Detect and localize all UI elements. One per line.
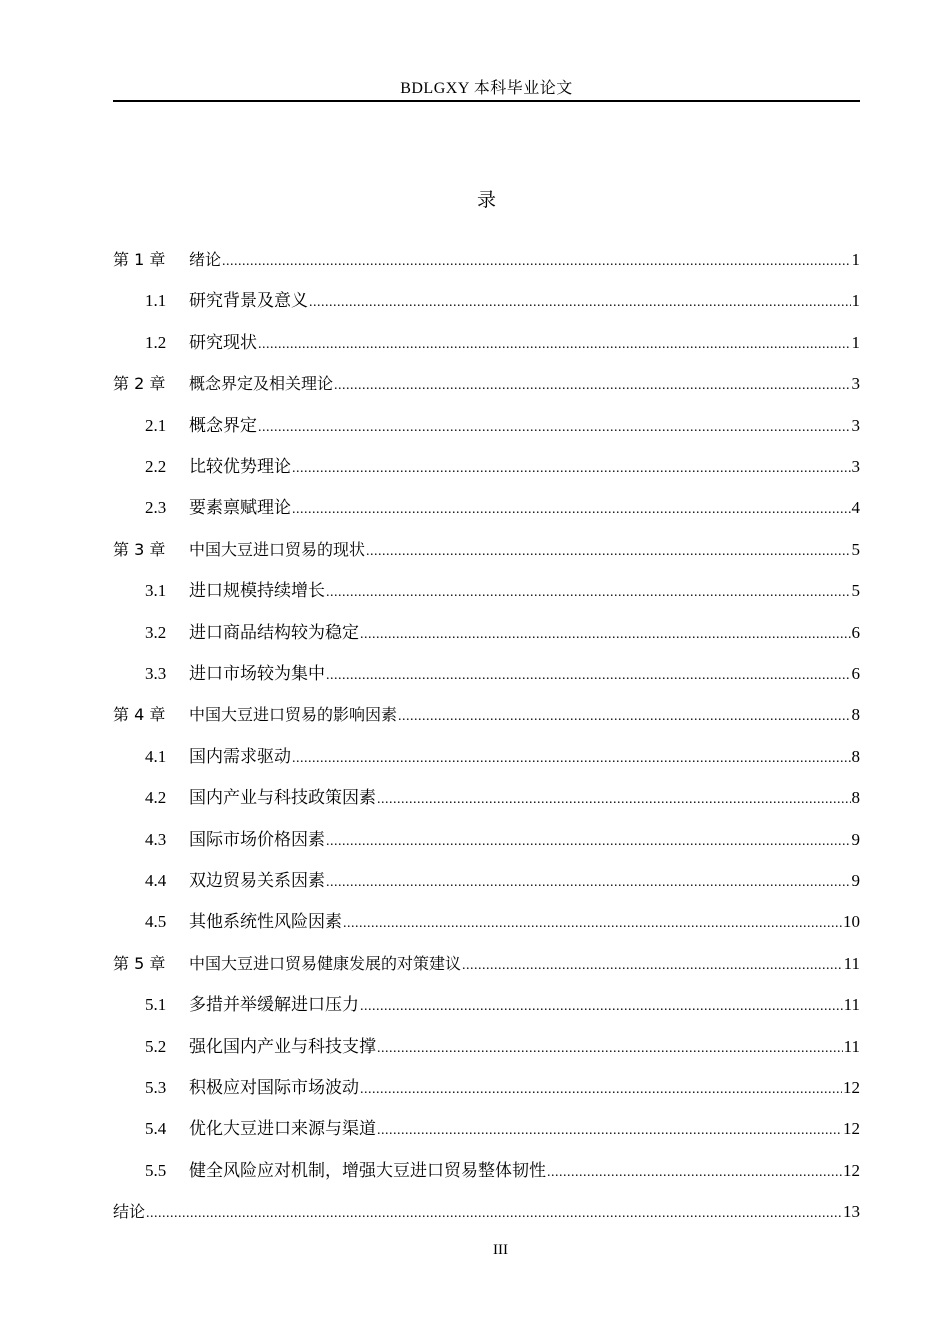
toc-entry-page: 6 bbox=[851, 623, 860, 642]
toc-entry-title: 比较优势理论 bbox=[189, 457, 291, 476]
toc-entry-page: 1 bbox=[851, 333, 860, 352]
toc-entry-number: 第 5 章 bbox=[113, 954, 166, 973]
toc-dot-leader bbox=[258, 333, 851, 357]
toc-dot-leader bbox=[292, 457, 851, 481]
toc-dot-leader bbox=[377, 1037, 843, 1061]
toc-chapter-entry[interactable] bbox=[113, 372, 860, 396]
toc-entry-page: 9 bbox=[851, 830, 860, 849]
toc-entry-number: 5.4 bbox=[145, 1119, 167, 1138]
toc-section-entry[interactable] bbox=[113, 993, 860, 1017]
toc-entry-page: 13 bbox=[843, 1202, 860, 1221]
toc-entry-number: 4.2 bbox=[145, 788, 167, 807]
toc-entry-number: 5.1 bbox=[145, 995, 167, 1014]
toc-title: 录 bbox=[476, 190, 496, 211]
toc-section-entry[interactable] bbox=[113, 828, 860, 852]
toc-entry-title: 概念界定及相关理论 bbox=[189, 374, 334, 393]
toc-chapter-entry[interactable] bbox=[113, 1200, 860, 1224]
toc-entry-number: 2.2 bbox=[145, 457, 167, 476]
toc-entry-page: 1 bbox=[851, 291, 860, 310]
toc-entry-number: 5.3 bbox=[145, 1078, 167, 1097]
toc-entry-number: 4.1 bbox=[145, 747, 167, 766]
toc-entry-number: 2.1 bbox=[145, 416, 167, 435]
toc-entry-number: 第 3 章 bbox=[113, 540, 166, 559]
toc-entry-number: 第 1 章 bbox=[113, 250, 166, 269]
running-header: BDLGXY 本科毕业论文 bbox=[400, 80, 573, 97]
toc-entry-page: 12 bbox=[843, 1078, 860, 1097]
toc-entry-number: 2.3 bbox=[145, 498, 167, 517]
toc-dot-leader bbox=[547, 1161, 842, 1185]
toc-entry-title: 健全风险应对机制，增强大豆进口贸易整体韧性 bbox=[189, 1161, 546, 1180]
toc-entry-number: 第 4 章 bbox=[113, 705, 166, 724]
toc-dot-leader bbox=[360, 623, 851, 647]
toc-entry-number: 4.3 bbox=[145, 830, 167, 849]
toc-section-entry[interactable] bbox=[113, 579, 860, 603]
toc-section-entry[interactable] bbox=[113, 1117, 860, 1141]
toc-entry-title: 要素禀赋理论 bbox=[189, 498, 291, 517]
toc-entry-page: 4 bbox=[851, 498, 860, 517]
toc-entry-title: 中国大豆进口贸易的影响因素 bbox=[189, 705, 398, 724]
toc-entry-title: 中国大豆进口贸易的现状 bbox=[189, 540, 366, 559]
toc-dot-leader bbox=[326, 871, 851, 895]
toc-chapter-entry[interactable] bbox=[113, 952, 860, 976]
toc-section-entry[interactable] bbox=[113, 621, 860, 645]
toc-dot-leader bbox=[360, 995, 843, 1019]
toc-entry-page: 12 bbox=[843, 1119, 860, 1138]
toc-entry-page: 12 bbox=[843, 1161, 860, 1180]
toc-dot-leader bbox=[377, 788, 851, 812]
toc-entry-page: 8 bbox=[851, 788, 860, 807]
toc-entry-title: 国际市场价格因素 bbox=[189, 830, 325, 849]
toc-entry-title: 研究现状 bbox=[189, 333, 257, 352]
toc-entry-title: 多措并举缓解进口压力 bbox=[189, 995, 359, 1014]
toc-entry-number: 4.4 bbox=[145, 871, 167, 890]
toc-entry-page: 11 bbox=[843, 995, 860, 1014]
toc-chapter-entry[interactable] bbox=[113, 248, 860, 272]
toc-entry-title: 结论 bbox=[113, 1202, 146, 1221]
toc-entry-number: 3.2 bbox=[145, 623, 167, 642]
toc-entry-page: 11 bbox=[843, 1037, 860, 1056]
toc-section-entry[interactable] bbox=[113, 910, 860, 934]
toc-section-entry[interactable] bbox=[113, 786, 860, 810]
toc-chapter-entry[interactable] bbox=[113, 703, 860, 727]
toc-entry-title: 研究背景及意义 bbox=[189, 291, 308, 310]
toc-entry-title: 中国大豆进口贸易健康发展的对策建议 bbox=[189, 954, 462, 973]
toc-entry-title: 双边贸易关系因素 bbox=[189, 871, 325, 890]
toc-dot-leader bbox=[360, 1078, 842, 1102]
toc-dot-leader bbox=[146, 1202, 842, 1226]
toc-dot-leader bbox=[462, 954, 843, 978]
toc-section-entry[interactable] bbox=[113, 455, 860, 479]
toc-entry-title: 进口商品结构较为稳定 bbox=[189, 623, 359, 642]
toc-entry-title: 概念界定 bbox=[189, 416, 257, 435]
toc-entry-number: 4.5 bbox=[145, 912, 167, 931]
toc-section-entry[interactable] bbox=[113, 1076, 860, 1100]
toc-entry-title: 积极应对国际市场波动 bbox=[189, 1078, 359, 1097]
toc-dot-leader bbox=[326, 830, 851, 854]
toc-dot-leader bbox=[343, 912, 842, 936]
toc-entry-page: 6 bbox=[851, 664, 860, 683]
toc-entry-page: 3 bbox=[851, 374, 860, 393]
toc-chapter-entry[interactable] bbox=[113, 538, 860, 562]
toc-dot-leader bbox=[326, 664, 851, 688]
toc-section-entry[interactable] bbox=[113, 414, 860, 438]
toc-entry-title: 国内需求驱动 bbox=[189, 747, 291, 766]
toc-entry-title: 强化国内产业与科技支撑 bbox=[189, 1037, 376, 1056]
toc-entry-title: 其他系统性风险因素 bbox=[189, 912, 342, 931]
toc-entry-page: 8 bbox=[851, 747, 860, 766]
toc-entry-number: 第 2 章 bbox=[113, 374, 166, 393]
toc-section-entry[interactable] bbox=[113, 662, 860, 686]
toc-entry-page: 3 bbox=[851, 457, 860, 476]
toc-dot-leader bbox=[222, 250, 850, 274]
toc-entry-number: 3.1 bbox=[145, 581, 167, 600]
toc-section-entry[interactable] bbox=[113, 869, 860, 893]
toc-entry-number: 5.2 bbox=[145, 1037, 167, 1056]
toc-entry-page: 3 bbox=[851, 416, 860, 435]
toc-entry-number: 5.5 bbox=[145, 1161, 167, 1180]
toc-dot-leader bbox=[326, 581, 851, 605]
toc-entry-title: 优化大豆进口来源与渠道 bbox=[189, 1119, 376, 1138]
toc-dot-leader bbox=[366, 540, 850, 564]
toc-dot-leader bbox=[334, 374, 850, 398]
toc-dot-leader bbox=[258, 416, 851, 440]
toc-dot-leader bbox=[309, 291, 851, 315]
toc-entry-page: 9 bbox=[851, 871, 860, 890]
toc-dot-leader bbox=[292, 498, 851, 522]
toc-entry-number: 1.1 bbox=[145, 291, 167, 310]
toc-dot-leader bbox=[292, 747, 851, 771]
toc-entry-number: 1.2 bbox=[145, 333, 167, 352]
toc-entry-page: 5 bbox=[851, 540, 860, 559]
toc-section-entry[interactable] bbox=[113, 1035, 860, 1059]
toc-entry-page: 8 bbox=[851, 705, 860, 724]
toc-section-entry[interactable] bbox=[113, 1159, 860, 1183]
toc-entry-page: 11 bbox=[843, 954, 860, 973]
toc-entry-number: 3.3 bbox=[145, 664, 167, 683]
toc-section-entry[interactable] bbox=[113, 331, 860, 355]
toc-entry-title: 进口规模持续增长 bbox=[189, 581, 325, 600]
toc-entry-title: 国内产业与科技政策因素 bbox=[189, 788, 376, 807]
toc-entry-page: 10 bbox=[843, 912, 860, 931]
toc-section-entry[interactable] bbox=[113, 745, 860, 769]
toc-section-entry[interactable] bbox=[113, 496, 860, 520]
toc-entry-title: 绪论 bbox=[189, 250, 222, 269]
toc-entry-page: 5 bbox=[851, 581, 860, 600]
toc-section-entry[interactable] bbox=[113, 289, 860, 313]
page-number: III bbox=[493, 1242, 508, 1258]
toc-dot-leader bbox=[377, 1119, 842, 1143]
toc-entry-title: 进口市场较为集中 bbox=[189, 664, 325, 683]
toc-dot-leader bbox=[398, 705, 850, 729]
toc-entry-page: 1 bbox=[851, 250, 860, 269]
